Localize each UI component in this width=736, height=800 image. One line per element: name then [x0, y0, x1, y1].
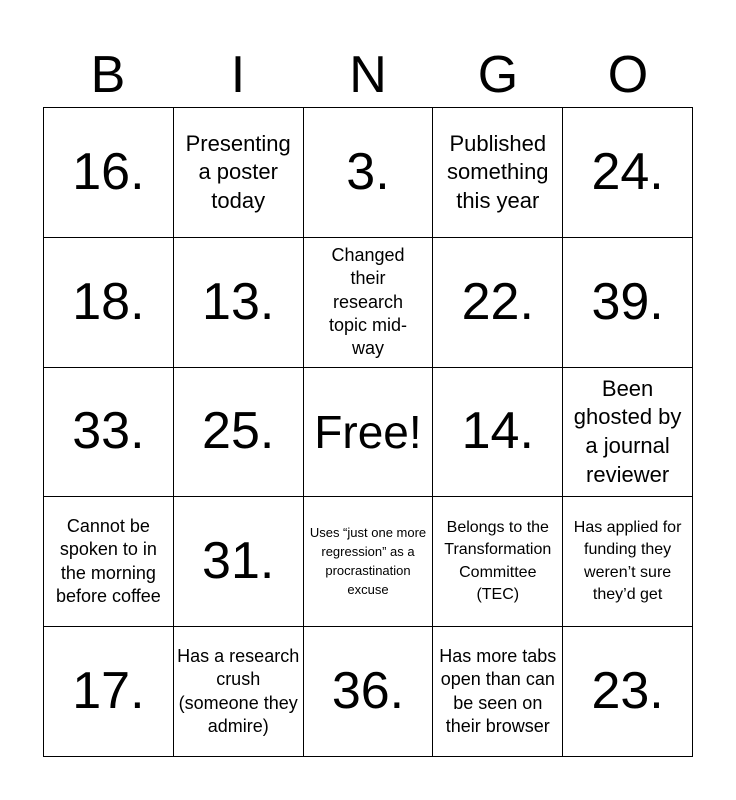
bingo-cell[interactable] — [563, 238, 693, 368]
cell-text: 25. — [202, 402, 275, 461]
cell-text: Has a research crush (someone they admire) — [177, 645, 300, 736]
bingo-cell[interactable] — [44, 368, 174, 498]
bingo-cell[interactable] — [44, 497, 174, 627]
cell-text: 13. — [202, 272, 275, 331]
bingo-cell[interactable] — [304, 627, 434, 757]
cell-text: 36. — [331, 662, 405, 720]
header-letter-b: B — [90, 46, 126, 104]
bingo-cell[interactable] — [433, 497, 563, 627]
bingo-header — [43, 44, 693, 106]
cell-text: 3. — [346, 142, 390, 201]
cell-text: Cannot be spoken to in the morning before coffee — [56, 516, 161, 607]
cell-text: Belongs to the Transformation Committee (TEC) — [444, 519, 552, 604]
bingo-cell[interactable] — [304, 238, 434, 368]
header-letter-g: G — [477, 46, 519, 104]
cell-text: 16. — [72, 142, 145, 201]
cell-text: 31. — [202, 532, 275, 591]
bingo-grid — [43, 107, 693, 757]
bingo-cell[interactable] — [563, 497, 693, 627]
bingo-cell[interactable] — [174, 497, 304, 627]
cell-text: 22. — [461, 272, 534, 331]
bingo-cell[interactable] — [563, 108, 693, 238]
bingo-cell[interactable] — [174, 108, 304, 238]
cell-text: 17. — [72, 662, 145, 720]
cell-text: Has more tabs open than can be seen on their browser — [439, 645, 557, 736]
cell-text: Published something this year — [447, 130, 549, 213]
bingo-cell[interactable] — [174, 368, 304, 498]
bingo-cell[interactable] — [563, 627, 693, 757]
cell-text: Uses “just one more regression” as a procrastination excuse — [309, 525, 427, 597]
cell-text: 23. — [591, 662, 664, 720]
bingo-cell[interactable] — [433, 108, 563, 238]
bingo-cell[interactable] — [44, 108, 174, 238]
free-space-cell[interactable] — [304, 368, 434, 498]
bingo-cell[interactable] — [433, 368, 563, 498]
cell-text: 39. — [591, 272, 664, 331]
free-space-text: Free! — [314, 405, 422, 458]
bingo-cell[interactable] — [44, 238, 174, 368]
header-letter-i: I — [230, 46, 246, 104]
bingo-cell[interactable] — [304, 497, 434, 627]
bingo-cell[interactable] — [44, 627, 174, 757]
header-letter-n: N — [349, 46, 387, 104]
bingo-cell[interactable] — [304, 108, 434, 238]
cell-text: Presenting a poster today — [185, 130, 291, 213]
cell-text: 24. — [591, 142, 664, 201]
cell-text: 18. — [72, 272, 145, 331]
bingo-cell[interactable] — [433, 238, 563, 368]
bingo-cell[interactable] — [174, 627, 304, 757]
cell-text: Has applied for funding they weren’t sure they’d get — [573, 519, 682, 604]
header-letter-o: O — [607, 46, 649, 104]
cell-text: 33. — [72, 402, 145, 461]
cell-text: Changed their research topic mid-way — [328, 244, 407, 359]
cell-text: Been ghosted by a journal reviewer — [573, 375, 682, 487]
bingo-cell[interactable] — [563, 368, 693, 498]
bingo-cell[interactable] — [174, 238, 304, 368]
cell-text: 14. — [461, 402, 534, 461]
bingo-cell[interactable] — [433, 627, 563, 757]
